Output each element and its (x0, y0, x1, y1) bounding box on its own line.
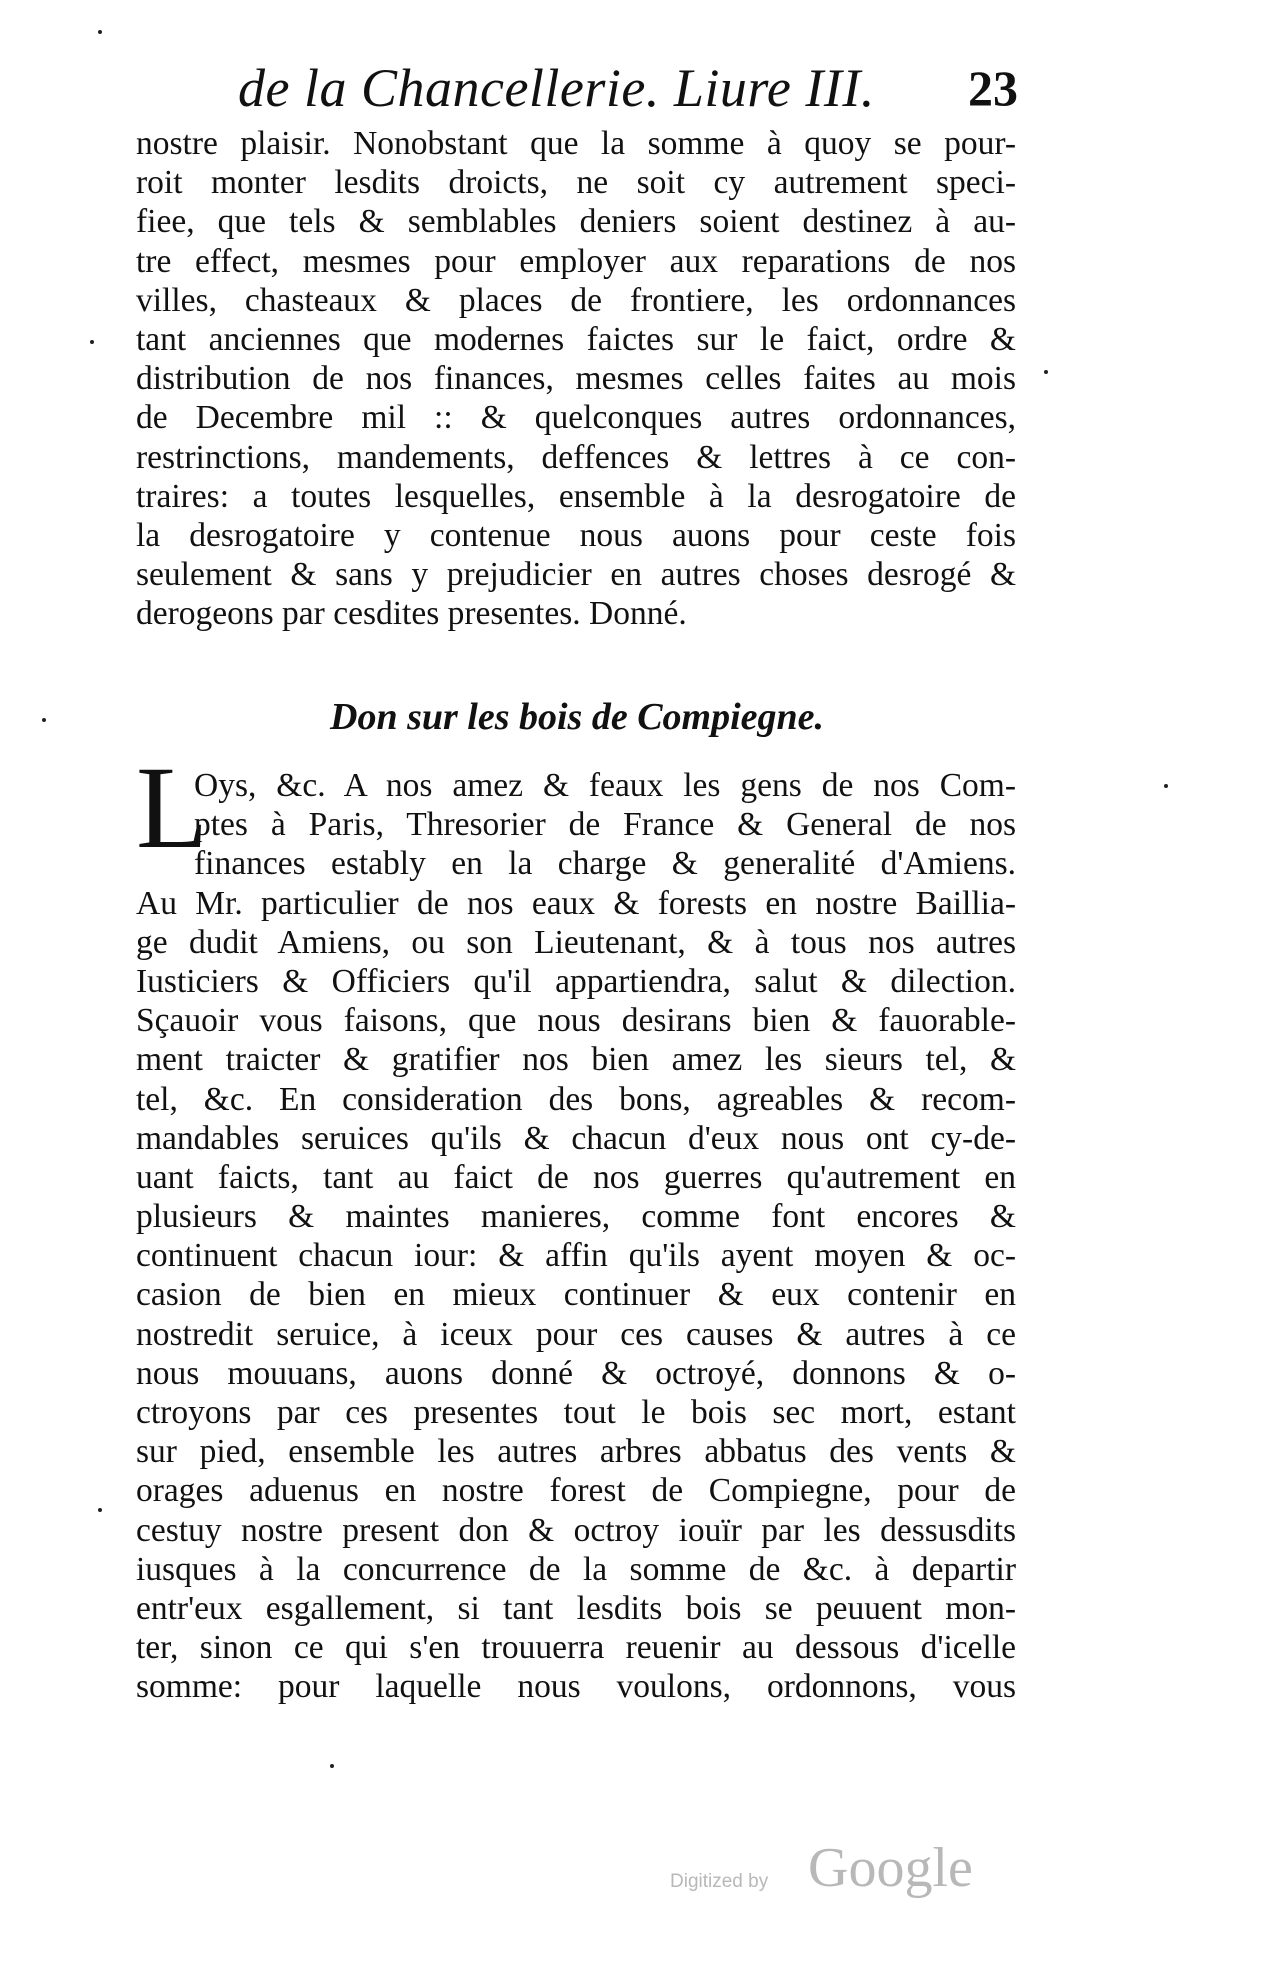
text-line: Sçauoir vous faisons, que nous desirans bien & fauorable- (136, 1002, 1016, 1040)
ink-speck (42, 718, 46, 722)
text-line: de Decembre mil :: & quelconques autres ordonnances, (136, 399, 1016, 437)
text-line: ctroyons par ces presentes tout le bois sec mort, estant (136, 1394, 1016, 1431)
text-line: plusieurs & maintes manieres, comme font encores & (136, 1198, 1016, 1236)
text-line: Iusticiers & Officiers qu'il appartiendra, salut & dilection. (136, 962, 1016, 1000)
text-line: seulement & sans y prejudicier en autres choses desrogé & (136, 556, 1016, 594)
text-line: casion de bien en mieux continuer & eux contenir en (136, 1276, 1016, 1314)
text-line: distribution de nos finances, mesmes celles faites au mois (136, 360, 1016, 398)
ink-speck (1164, 784, 1168, 788)
text-line: finances estably en la charge & generalité d'Amiens. (194, 845, 1016, 883)
running-head: de la Chancellerie. Liure III. (238, 58, 875, 118)
text-line: la desrogatoire y contenue nous auons pour ceste fois (136, 516, 1016, 554)
paragraph-2 (136, 766, 1016, 1707)
ink-speck (98, 30, 102, 34)
text-line: Au Mr. particulier de nos eaux & forests en nostre Bailliа- (136, 884, 1016, 922)
text-line: nous mouuans, auons donné & octroyé, donnons & o- (136, 1354, 1016, 1392)
text-line: continuent chacun iour: & affin qu'ils ayent moyen & oc- (136, 1237, 1016, 1275)
text-line: villes, chasteaux & places de frontiere, les ordonnances (136, 281, 1016, 319)
text-line: ge dudit Amiens, ou son Lieutenant, & à tous nos autres (136, 923, 1016, 961)
text-line: tre effect, mesmes pour employer aux reparations de nos (136, 242, 1016, 280)
drop-cap: L (136, 742, 209, 873)
text-line: tel, &c. En consideration des bons, agreables & recom- (136, 1080, 1016, 1118)
ink-speck (98, 1508, 102, 1512)
text-line: roit monter lesdits droicts, ne soit cy autrement speci- (136, 164, 1016, 202)
ink-speck (1044, 370, 1048, 374)
ink-speck (90, 340, 94, 344)
text-line: restrinctions, mandements, deffences & lettres à ce con- (136, 438, 1016, 476)
google-logo: Google (808, 1837, 973, 1899)
text-line: derogeons par cesdites presentes. Donné. (136, 595, 687, 633)
text-line: ptes à Paris, Thresorier de France & General de nos (194, 806, 1016, 844)
text-line: nostredit seruice, à iceux pour ces causes & autres à ce (136, 1315, 1016, 1353)
text-line: traires: a toutes lesquelles, ensemble à la desrogatoire de (136, 477, 1016, 515)
text-line: Oys, &c. A nos amez & feaux les gens de nos Com- (194, 767, 1016, 804)
text-line: fiee, que tels & semblables deniers soient destinez à au- (136, 203, 1016, 241)
text-line: tant anciennes que modernes faictes sur le faict, ordre & (136, 320, 1016, 358)
ink-speck (330, 1764, 334, 1768)
watermark-prefix: Digitized by (670, 1871, 769, 1892)
text-line: mandables seruices qu'ils & chacun d'eux nous ont cy-de- (136, 1119, 1016, 1157)
text-line: entr'eux esgallement, si tant lesdits bois se peuuent mon- (136, 1589, 1016, 1627)
page-number: 23 (968, 60, 1018, 116)
text-line: sur pied, ensemble les autres arbres abbatus des vents & (136, 1433, 1016, 1471)
text-line: nostre plaisir. Nonobstant que la somme à quoy se pour- (136, 125, 1016, 162)
paragraph-1 (136, 124, 1016, 633)
text-line: iusques à la concurrence de la somme de &c. à departir (136, 1550, 1016, 1588)
text-line: ment traicter & gratifier nos bien amez les sieurs tel, & (136, 1041, 1016, 1079)
text-line: cestuy nostre present don & octroy iouïr par les dessusdits (136, 1511, 1016, 1549)
text-line: ter, sinon ce qui s'en trouuerra reuenir au dessous d'icelle (136, 1629, 1016, 1667)
text-line: uant faicts, tant au faict de nos guerres qu'autrement en (136, 1158, 1016, 1196)
digitized-watermark (670, 1836, 1010, 1906)
section-heading: Don sur les bois de Compiegne. (330, 696, 825, 738)
text-line: orages aduenus en nostre forest de Compiegne, pour de (136, 1472, 1016, 1510)
text-line: somme: pour laquelle nous voulons, ordonnons, vous (136, 1668, 1016, 1706)
